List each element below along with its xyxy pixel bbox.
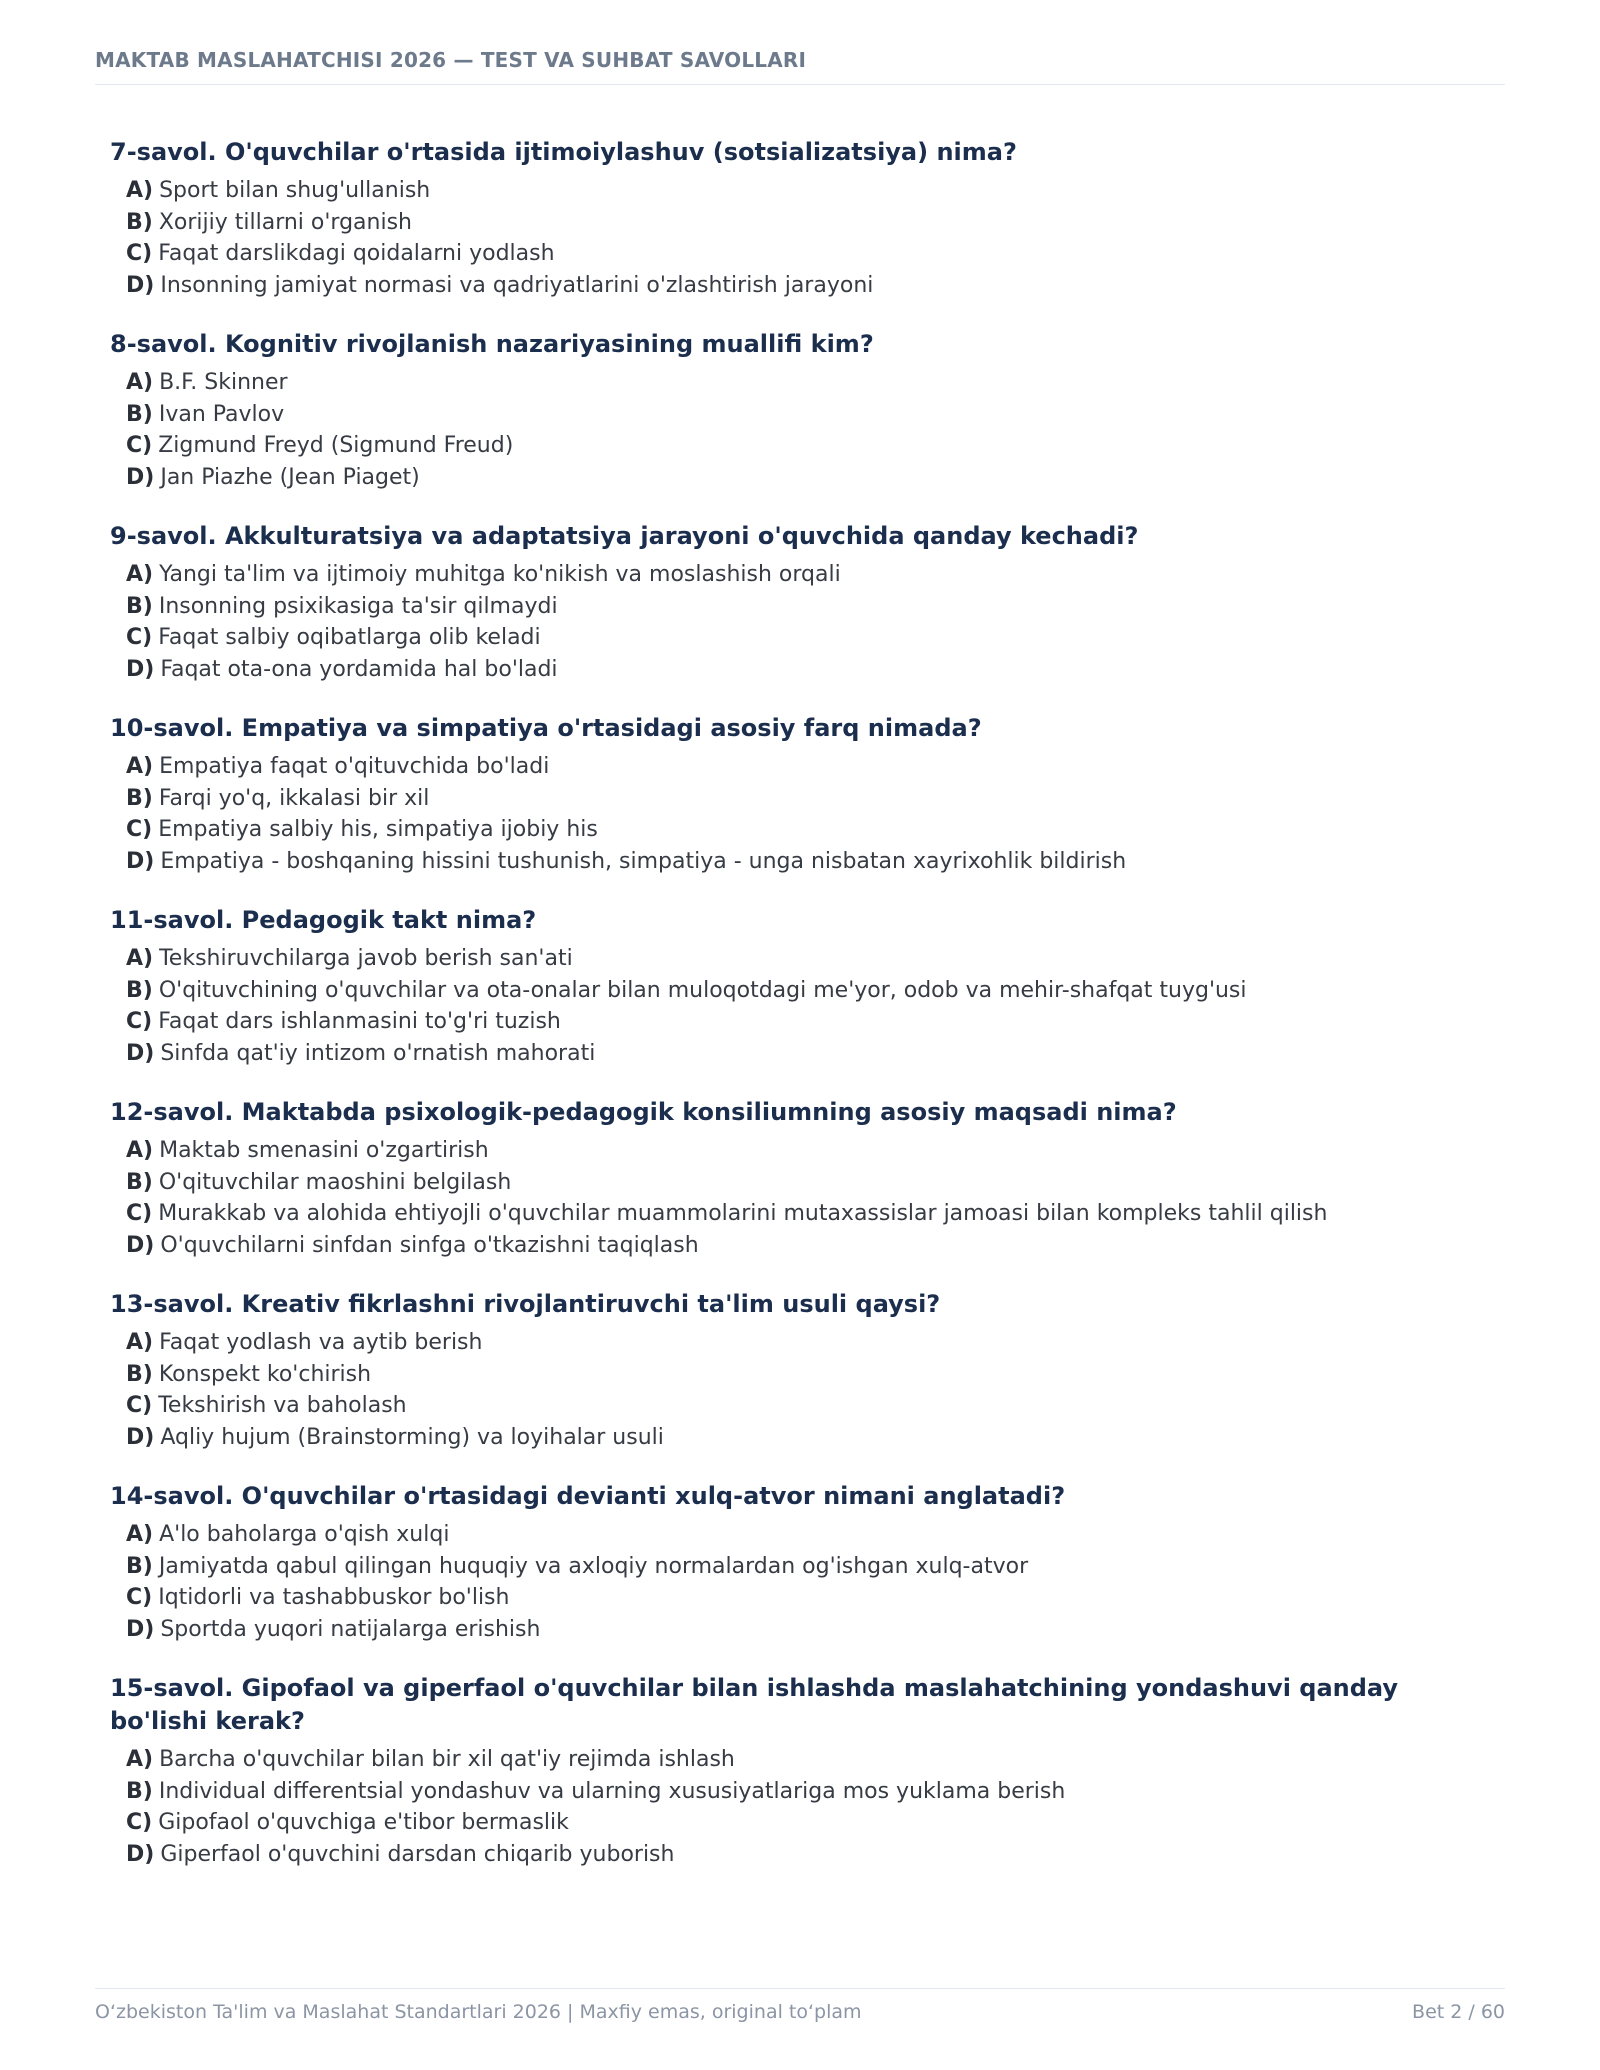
question-14: [110, 1480, 1490, 1645]
question-title: 12-savol. Maktabda psixologik-pedagogik konsiliumning asosiy maqsadi nima?: [110, 1098, 1177, 1126]
option-text: Tekshirish va baholash: [158, 1393, 407, 1418]
option-letter: B): [126, 785, 153, 811]
option-text: Maktab smenasini o'zgartirish: [159, 1138, 489, 1163]
option-text: Yangi ta'lim va ijtimoiy muhitga ko'nikish va moslashish orqali: [159, 562, 841, 587]
answer-options: [110, 1327, 1490, 1453]
question-title: 15-savol. Gipofaol va giperfaol o'quvchilar bilan ishlashda maslahatchining yondashuvi qanday bo'lishi kerak?: [110, 1674, 1399, 1735]
answer-option-d: [126, 1422, 1490, 1454]
option-text: A'lo baholarga o'qish xulqi: [159, 1522, 450, 1547]
question-10: [110, 712, 1490, 877]
document-title: MAKTAB MASLAHATCHISI 2026 — TEST VA SUHBAT SAVOLLARI: [95, 48, 807, 72]
option-letter: C): [126, 817, 153, 842]
option-letter: D): [126, 1040, 155, 1066]
answer-option-b: [126, 975, 1490, 1007]
question-8: [110, 328, 1490, 493]
option-text: Zigmund Freyd (Sigmund Freud): [158, 433, 514, 458]
option-letter: D): [126, 1841, 155, 1867]
answer-option-b: [126, 207, 1490, 239]
option-text: Empatiya salbiy his, simpatiya ijobiy his: [158, 817, 598, 842]
answer-option-d: [126, 1614, 1490, 1646]
answer-options: [110, 1744, 1490, 1870]
option-letter: D): [126, 464, 155, 490]
question-15: [110, 1672, 1490, 1870]
question-11: [110, 904, 1490, 1069]
option-text: Faqat salbiy oqibatlarga olib keladi: [158, 625, 541, 650]
answer-option-b: [126, 1167, 1490, 1199]
answer-options: [110, 367, 1490, 493]
question-13: [110, 1288, 1490, 1453]
answer-option-b: [126, 783, 1490, 815]
answer-option-d: [126, 1038, 1490, 1070]
page-header: [95, 46, 1505, 85]
option-text: Sport bilan shug'ullanish: [159, 178, 431, 203]
option-text: Sportda yuqori natijalarga erishish: [160, 1616, 541, 1642]
option-text: B.F. Skinner: [159, 370, 288, 395]
answer-option-a: [126, 367, 1490, 399]
option-text: Empatiya faqat o'qituvchida bo'ladi: [159, 754, 550, 779]
option-letter: B): [126, 593, 153, 619]
option-text: Faqat ota-ona yordamida hal bo'ladi: [160, 656, 558, 682]
option-letter: C): [126, 1585, 153, 1610]
option-letter: D): [126, 656, 155, 682]
option-text: Farqi yo'q, ikkalasi bir xil: [158, 785, 430, 811]
answer-option-c: [126, 1807, 1490, 1839]
answer-option-b: [126, 1551, 1490, 1583]
page-footer: [95, 1988, 1505, 2025]
answer-option-b: [126, 1359, 1490, 1391]
option-letter: D): [126, 1424, 155, 1450]
answer-option-c: [126, 238, 1490, 270]
option-text: Giperfaol o'quvchini darsdan chiqarib yuborish: [160, 1841, 675, 1867]
option-text: Konspekt ko'chirish: [158, 1361, 372, 1387]
question-title: 8-savol. Kognitiv rivojlanish nazariyasining muallifi kim?: [110, 330, 874, 358]
question-7: [110, 136, 1490, 301]
option-letter: A): [126, 178, 154, 203]
option-letter: D): [126, 1232, 155, 1258]
answer-option-c: [126, 1390, 1490, 1422]
option-letter: A): [126, 1330, 154, 1355]
option-letter: C): [126, 625, 153, 650]
option-text: Ivan Pavlov: [158, 401, 285, 427]
option-letter: C): [126, 1810, 153, 1835]
answer-option-a: [126, 943, 1490, 975]
option-text: Murakkab va alohida ehtiyojli o'quvchilar muammolarini mutaxassislar jamoasi bilan kompleks tahlil qilish: [158, 1201, 1328, 1226]
answer-option-a: [126, 1744, 1490, 1776]
answer-option-c: [126, 622, 1490, 654]
option-letter: B): [126, 977, 153, 1003]
option-letter: B): [126, 1553, 153, 1579]
option-letter: B): [126, 401, 153, 427]
option-text: Sinfda qat'iy intizom o'rnatish mahorati: [160, 1040, 596, 1066]
option-text: Xorijiy tillarni o'rganish: [158, 209, 412, 235]
answer-options: [110, 175, 1490, 301]
option-letter: B): [126, 1361, 153, 1387]
option-text: Insonning jamiyat normasi va qadriyatlarini o'zlashtirish jarayoni: [160, 272, 874, 298]
option-text: Faqat dars ishlanmasini to'g'ri tuzish: [158, 1009, 561, 1034]
answer-option-c: [126, 430, 1490, 462]
answer-option-c: [126, 1198, 1490, 1230]
option-letter: D): [126, 272, 155, 298]
answer-option-a: [126, 1135, 1490, 1167]
option-letter: B): [126, 1778, 153, 1804]
option-text: Insonning psixikasiga ta'sir qilmaydi: [158, 593, 558, 619]
answer-option-a: [126, 175, 1490, 207]
option-letter: D): [126, 848, 155, 874]
option-letter: C): [126, 241, 153, 266]
option-text: Jamiyatda qabul qilingan huquqiy va axloqiy normalardan og'ishgan xulq-atvor: [158, 1553, 1029, 1579]
question-9: [110, 520, 1490, 685]
option-text: Individual differentsial yondashuv va ularning xususiyatlariga mos yuklama berish: [158, 1778, 1066, 1804]
question-12: [110, 1096, 1490, 1261]
answer-option-d: [126, 1839, 1490, 1871]
answer-option-a: [126, 1327, 1490, 1359]
answer-option-c: [126, 1582, 1490, 1614]
answer-option-a: [126, 1519, 1490, 1551]
option-text: Faqat darslikdagi qoidalarni yodlash: [158, 241, 555, 266]
option-letter: A): [126, 754, 154, 779]
answer-option-d: [126, 846, 1490, 878]
option-text: Tekshiruvchilarga javob berish san'ati: [159, 946, 573, 971]
option-letter: C): [126, 1201, 153, 1226]
option-letter: A): [126, 562, 154, 587]
answer-options: [110, 559, 1490, 685]
answer-option-b: [126, 591, 1490, 623]
option-text: Gipofaol o'quvchiga e'tibor bermaslik: [158, 1810, 569, 1835]
option-text: O'qituvchining o'quvchilar va ota-onalar bilan muloqotdagi me'yor, odob va mehir-shafqat tuyg'usi: [158, 977, 1247, 1003]
answer-options: [110, 1135, 1490, 1261]
question-title: 7-savol. O'quvchilar o'rtasida ijtimoiylashuv (sotsializatsiya) nima?: [110, 138, 1017, 166]
option-text: Barcha o'quvchilar bilan bir xil qat'iy rejimda ishlash: [159, 1747, 735, 1772]
answer-options: [110, 1519, 1490, 1645]
option-letter: A): [126, 370, 154, 395]
option-letter: A): [126, 946, 154, 971]
option-text: Jan Piazhe (Jean Piaget): [160, 464, 420, 490]
question-title: 10-savol. Empatiya va simpatiya o'rtasidagi asosiy farq nimada?: [110, 714, 982, 742]
option-text: Iqtidorli va tashabbuskor bo'lish: [158, 1585, 510, 1610]
question-title: 9-savol. Akkulturatsiya va adaptatsiya jarayoni o'quvchida qanday kechadi?: [110, 522, 1139, 550]
answer-option-d: [126, 462, 1490, 494]
page-number: Bet 2 / 60: [1412, 2001, 1505, 2023]
answer-option-c: [126, 814, 1490, 846]
option-text: Empatiya - boshqaning hissini tushunish, simpatiya - unga nisbatan xayrixohlik bildirish: [160, 848, 1127, 874]
answer-options: [110, 751, 1490, 877]
option-text: O'quvchilarni sinfdan sinfga o'tkazishni taqiqlash: [160, 1232, 699, 1258]
option-letter: A): [126, 1522, 154, 1547]
option-letter: B): [126, 1169, 153, 1195]
option-letter: B): [126, 209, 153, 235]
option-letter: C): [126, 433, 153, 458]
footer-source-text: O‘zbekiston Ta'lim va Maslahat Standartlari 2026 | Maxfiy emas, original to‘plam: [95, 2001, 862, 2023]
option-letter: A): [126, 1747, 154, 1772]
option-text: O'qituvchilar maoshini belgilash: [158, 1169, 512, 1195]
answer-option-a: [126, 751, 1490, 783]
answer-option-b: [126, 399, 1490, 431]
option-letter: D): [126, 1616, 155, 1642]
option-text: Faqat yodlash va aytib berish: [159, 1330, 483, 1355]
question-list: [110, 136, 1490, 1897]
answer-option-d: [126, 270, 1490, 302]
question-title: 13-savol. Kreativ fikrlashni rivojlantiruvchi ta'lim usuli qaysi?: [110, 1290, 941, 1318]
answer-option-c: [126, 1006, 1490, 1038]
option-letter: C): [126, 1393, 153, 1418]
option-letter: A): [126, 1138, 154, 1163]
option-letter: C): [126, 1009, 153, 1034]
answer-option-d: [126, 654, 1490, 686]
answer-options: [110, 943, 1490, 1069]
option-text: Aqliy hujum (Brainstorming) va loyihalar usuli: [160, 1424, 664, 1450]
answer-option-a: [126, 559, 1490, 591]
question-title: 11-savol. Pedagogik takt nima?: [110, 906, 537, 934]
question-title: 14-savol. O'quvchilar o'rtasidagi devianti xulq-atvor nimani anglatadi?: [110, 1482, 1066, 1510]
answer-option-d: [126, 1230, 1490, 1262]
answer-option-b: [126, 1776, 1490, 1808]
